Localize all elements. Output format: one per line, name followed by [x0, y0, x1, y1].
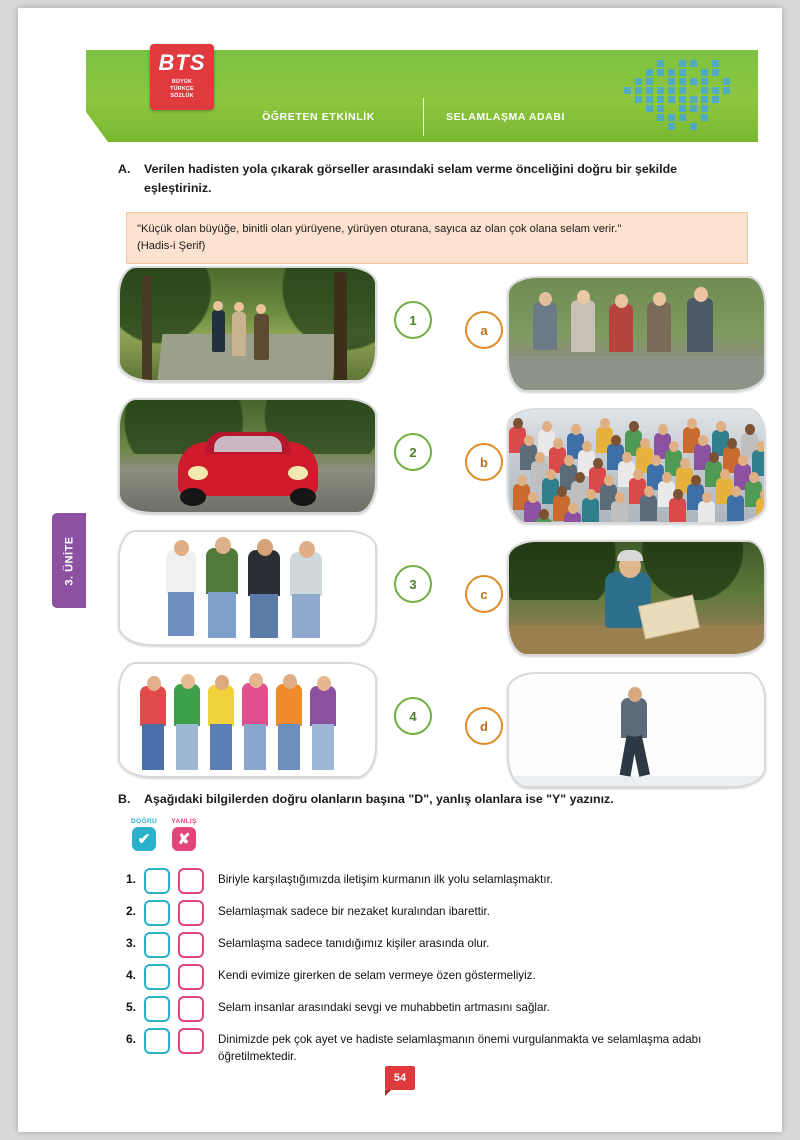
- photo-red-car: [120, 400, 375, 512]
- answer-boxes: [144, 964, 204, 990]
- page-number: 54: [385, 1066, 415, 1090]
- statement-row: [118, 1028, 738, 1065]
- activity-type-label: ÖĞRETEN ETKİNLİK: [262, 111, 375, 123]
- true-checkbox[interactable]: [144, 996, 170, 1022]
- statement-number: 4.: [125, 968, 136, 982]
- statement-row: [118, 996, 738, 1022]
- false-checkbox[interactable]: [178, 932, 204, 958]
- statement-text: Dinimizde pek çok ayet ve hadiste selamlaşmanın önemi vurgulanmakta ve selamlaşma adabı öğretilmektedir.: [218, 1033, 702, 1063]
- banner-divider: [423, 98, 424, 136]
- statement-number: 5.: [125, 1000, 136, 1014]
- section-b-instruction: Aşağıdaki bilgilerden doğru olanların başına "D", yanlış olanlara ise "Y" yazınız.: [144, 792, 614, 806]
- statement-number: 1.: [125, 872, 136, 886]
- photo-colorful-group: [120, 664, 375, 776]
- statement-number: 2.: [125, 904, 136, 918]
- match-badge-c[interactable]: c: [465, 575, 503, 613]
- statement-row: [118, 900, 738, 926]
- false-checkbox[interactable]: [178, 996, 204, 1022]
- photo-park-walkers: [120, 268, 375, 380]
- photo-elderly-group: [509, 278, 764, 390]
- true-checkbox[interactable]: [144, 900, 170, 926]
- false-label: YANLIŞ: [171, 818, 197, 825]
- section-a-heading: [118, 160, 738, 198]
- false-checkbox[interactable]: [178, 964, 204, 990]
- hadith-source: (Hadis-i Şerif): [137, 240, 206, 252]
- true-column-header: [128, 818, 160, 851]
- statement-text: Selamlaşmak sadece bir nezaket kuralından ibarettir.: [218, 905, 490, 918]
- logo-initials: BTS: [158, 50, 206, 75]
- section-b-heading: [118, 790, 738, 809]
- image-card-2[interactable]: [118, 398, 377, 514]
- answer-boxes: [144, 900, 204, 926]
- photo-crowd: [509, 410, 764, 522]
- true-false-header: [128, 818, 206, 851]
- section-b: [118, 790, 738, 1063]
- answer-boxes: [144, 996, 204, 1022]
- statement-text: Selamlaşma sadece tanıdığımız kişiler arasında olur.: [218, 937, 490, 950]
- false-column-header: [168, 818, 200, 851]
- page-sheet: [18, 8, 782, 1132]
- image-card-4[interactable]: [118, 662, 377, 778]
- statement-text: Selam insanlar arasındaki sevgi ve muhabbetin artmasını sağlar.: [218, 1001, 550, 1014]
- statement-row: [118, 964, 738, 990]
- statement-number: 3.: [125, 936, 136, 950]
- section-a-instruction: Verilen hadisten yola çıkarak görseller arasındaki selam verme önceliğini doğru bir şekilde eşleştiriniz.: [144, 162, 678, 195]
- statement-text: Biriyle karşılaştığımızda iletişim kurmanın ilk yolu selamlaşmaktır.: [218, 873, 554, 886]
- banner-text-group: [236, 98, 656, 136]
- match-badge-a[interactable]: a: [465, 311, 503, 349]
- image-card-reader[interactable]: [507, 540, 766, 656]
- unit-tab-label: 3. ÜNİTE: [63, 536, 76, 586]
- statement-row: [118, 932, 738, 958]
- matching-exercise: [118, 266, 738, 776]
- cross-icon: ✘: [172, 827, 196, 851]
- image-card-a[interactable]: [507, 276, 766, 392]
- true-checkbox[interactable]: [144, 1028, 170, 1054]
- image-card-3[interactable]: [118, 530, 377, 646]
- true-label: DOĞRU: [130, 818, 158, 825]
- check-icon: ✔: [132, 827, 156, 851]
- topic-title: SELAMLAŞMA ADABI: [446, 111, 566, 123]
- section-a: [118, 160, 738, 252]
- match-badge-4[interactable]: 4: [394, 697, 432, 735]
- match-badge-b[interactable]: b: [465, 443, 503, 481]
- unit-tab: [52, 513, 86, 608]
- photo-four-friends: [120, 532, 375, 644]
- photo-man-reading: [509, 542, 764, 654]
- answer-boxes: [144, 1028, 204, 1054]
- false-checkbox[interactable]: [178, 900, 204, 926]
- image-card-walker[interactable]: [507, 672, 766, 788]
- true-checkbox[interactable]: [144, 868, 170, 894]
- hadith-box: [126, 212, 748, 264]
- answer-boxes: [144, 932, 204, 958]
- answer-boxes: [144, 868, 204, 894]
- match-badge-1[interactable]: 1: [394, 301, 432, 339]
- image-card-crowd[interactable]: [507, 408, 766, 524]
- publisher-logo: [150, 44, 214, 110]
- false-checkbox[interactable]: [178, 868, 204, 894]
- match-badge-d[interactable]: d: [465, 707, 503, 745]
- section-b-letter: B.: [118, 792, 131, 806]
- logo-subtitle: BÜYÜK TÜRKÇE SÖZLÜK: [170, 79, 194, 99]
- hadith-text: "Küçük olan büyüğe, binitli olan yürüyene, yürüyen oturana, sayıca az olan çok olana selam verir.": [137, 223, 622, 235]
- section-a-letter: A.: [118, 162, 131, 176]
- false-checkbox[interactable]: [178, 1028, 204, 1054]
- photo-man-walking: [509, 674, 764, 786]
- match-badge-2[interactable]: 2: [394, 433, 432, 471]
- page-header-banner: [86, 50, 758, 142]
- true-checkbox[interactable]: [144, 932, 170, 958]
- statement-row: [118, 868, 738, 894]
- image-card-1[interactable]: [118, 266, 377, 382]
- statement-text: Kendi evimize girerken de selam vermeye özen göstermeliyiz.: [218, 969, 536, 982]
- true-checkbox[interactable]: [144, 964, 170, 990]
- statement-number: 6.: [125, 1032, 136, 1046]
- match-badge-3[interactable]: 3: [394, 565, 432, 603]
